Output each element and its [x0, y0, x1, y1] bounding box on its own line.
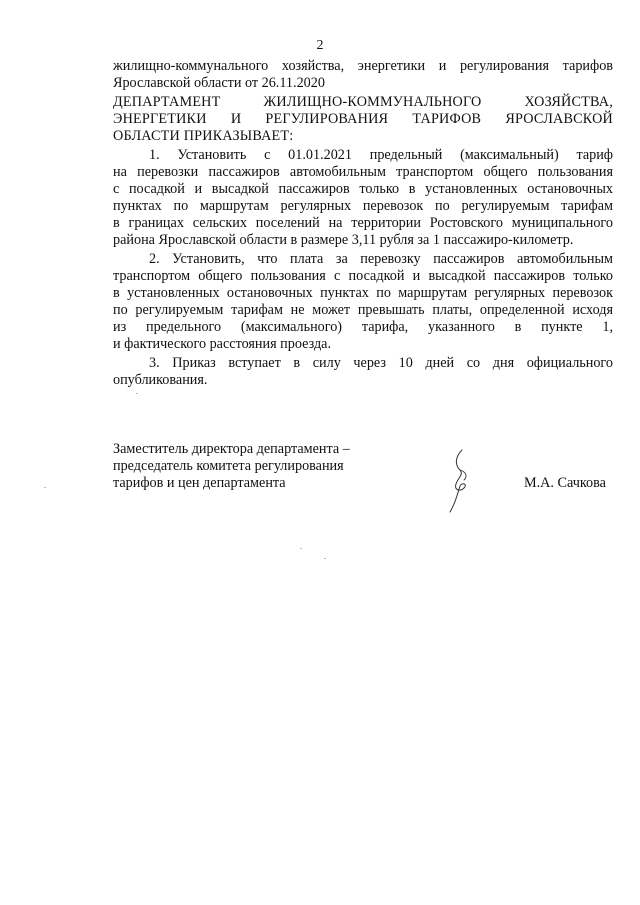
signatory-position-line: Заместитель директора департамента – [113, 441, 350, 457]
scan-speck [324, 558, 326, 559]
item1-line: в границах сельских поселений на территории Ростовского муниципального [113, 215, 613, 231]
item2-line: 2. Установить, что плата за перевозку пассажиров автомобильным [149, 251, 613, 267]
page-number: 2 [316, 38, 324, 53]
order-heading-line: ОБЛАСТИ ПРИКАЗЫВАЕТ: [113, 128, 294, 144]
item3-line: опубликования. [113, 372, 208, 388]
item1-line: с посадкой и высадкой пассажиров только в установленных остановочных [113, 181, 613, 197]
item1-line: района Ярославской области в размере 3,11 рубля за 1 пассажиро-километр. [113, 232, 574, 248]
handwritten-signature-icon [444, 446, 484, 516]
item2-line: и фактического расстояния проезда. [113, 336, 332, 352]
scan-speck [136, 393, 138, 394]
intro-line: жилищно-коммунального хозяйства, энергетики и регулирования тарифов [113, 58, 613, 74]
item2-line: транспортом общего пользования с посадкой и высадкой пассажиров только [113, 268, 613, 284]
item1-line: 1. Установить с 01.01.2021 предельный (максимальный) тариф [149, 147, 613, 163]
scan-speck [44, 487, 46, 488]
item2-line: в установленных остановочных пунктах по маршрутам регулярных перевозок [113, 285, 613, 301]
signatory-name: М.А. Сачкова [524, 475, 606, 491]
item1-line: пунктах по маршрутам регулярных перевозок по регулируемым тарифам [113, 198, 613, 214]
item3-line: 3. Приказ вступает в силу через 10 дней со дня официального [149, 355, 613, 371]
item1-line: на перевозки пассажиров автомобильным транспортом общего пользования [113, 164, 613, 180]
signatory-position-line: председатель комитета регулирования [113, 458, 344, 474]
order-heading-line: ДЕПАРТАМЕНТ ЖИЛИЩНО-КОММУНАЛЬНОГО ХОЗЯЙСТВА, [113, 94, 613, 110]
intro-line: Ярославской области от 26.11.2020 [113, 75, 325, 91]
item2-line: из предельного (максимального) тарифа, указанного в пункте 1, [113, 319, 613, 335]
scan-speck [300, 548, 302, 549]
order-heading-line: ЭНЕРГЕТИКИ И РЕГУЛИРОВАНИЯ ТАРИФОВ ЯРОСЛАВСКОЙ [113, 111, 613, 127]
item2-line: по регулируемым тарифам не может превышать платы, определенной исходя [113, 302, 613, 318]
signatory-position-line: тарифов и цен департамента [113, 475, 286, 491]
